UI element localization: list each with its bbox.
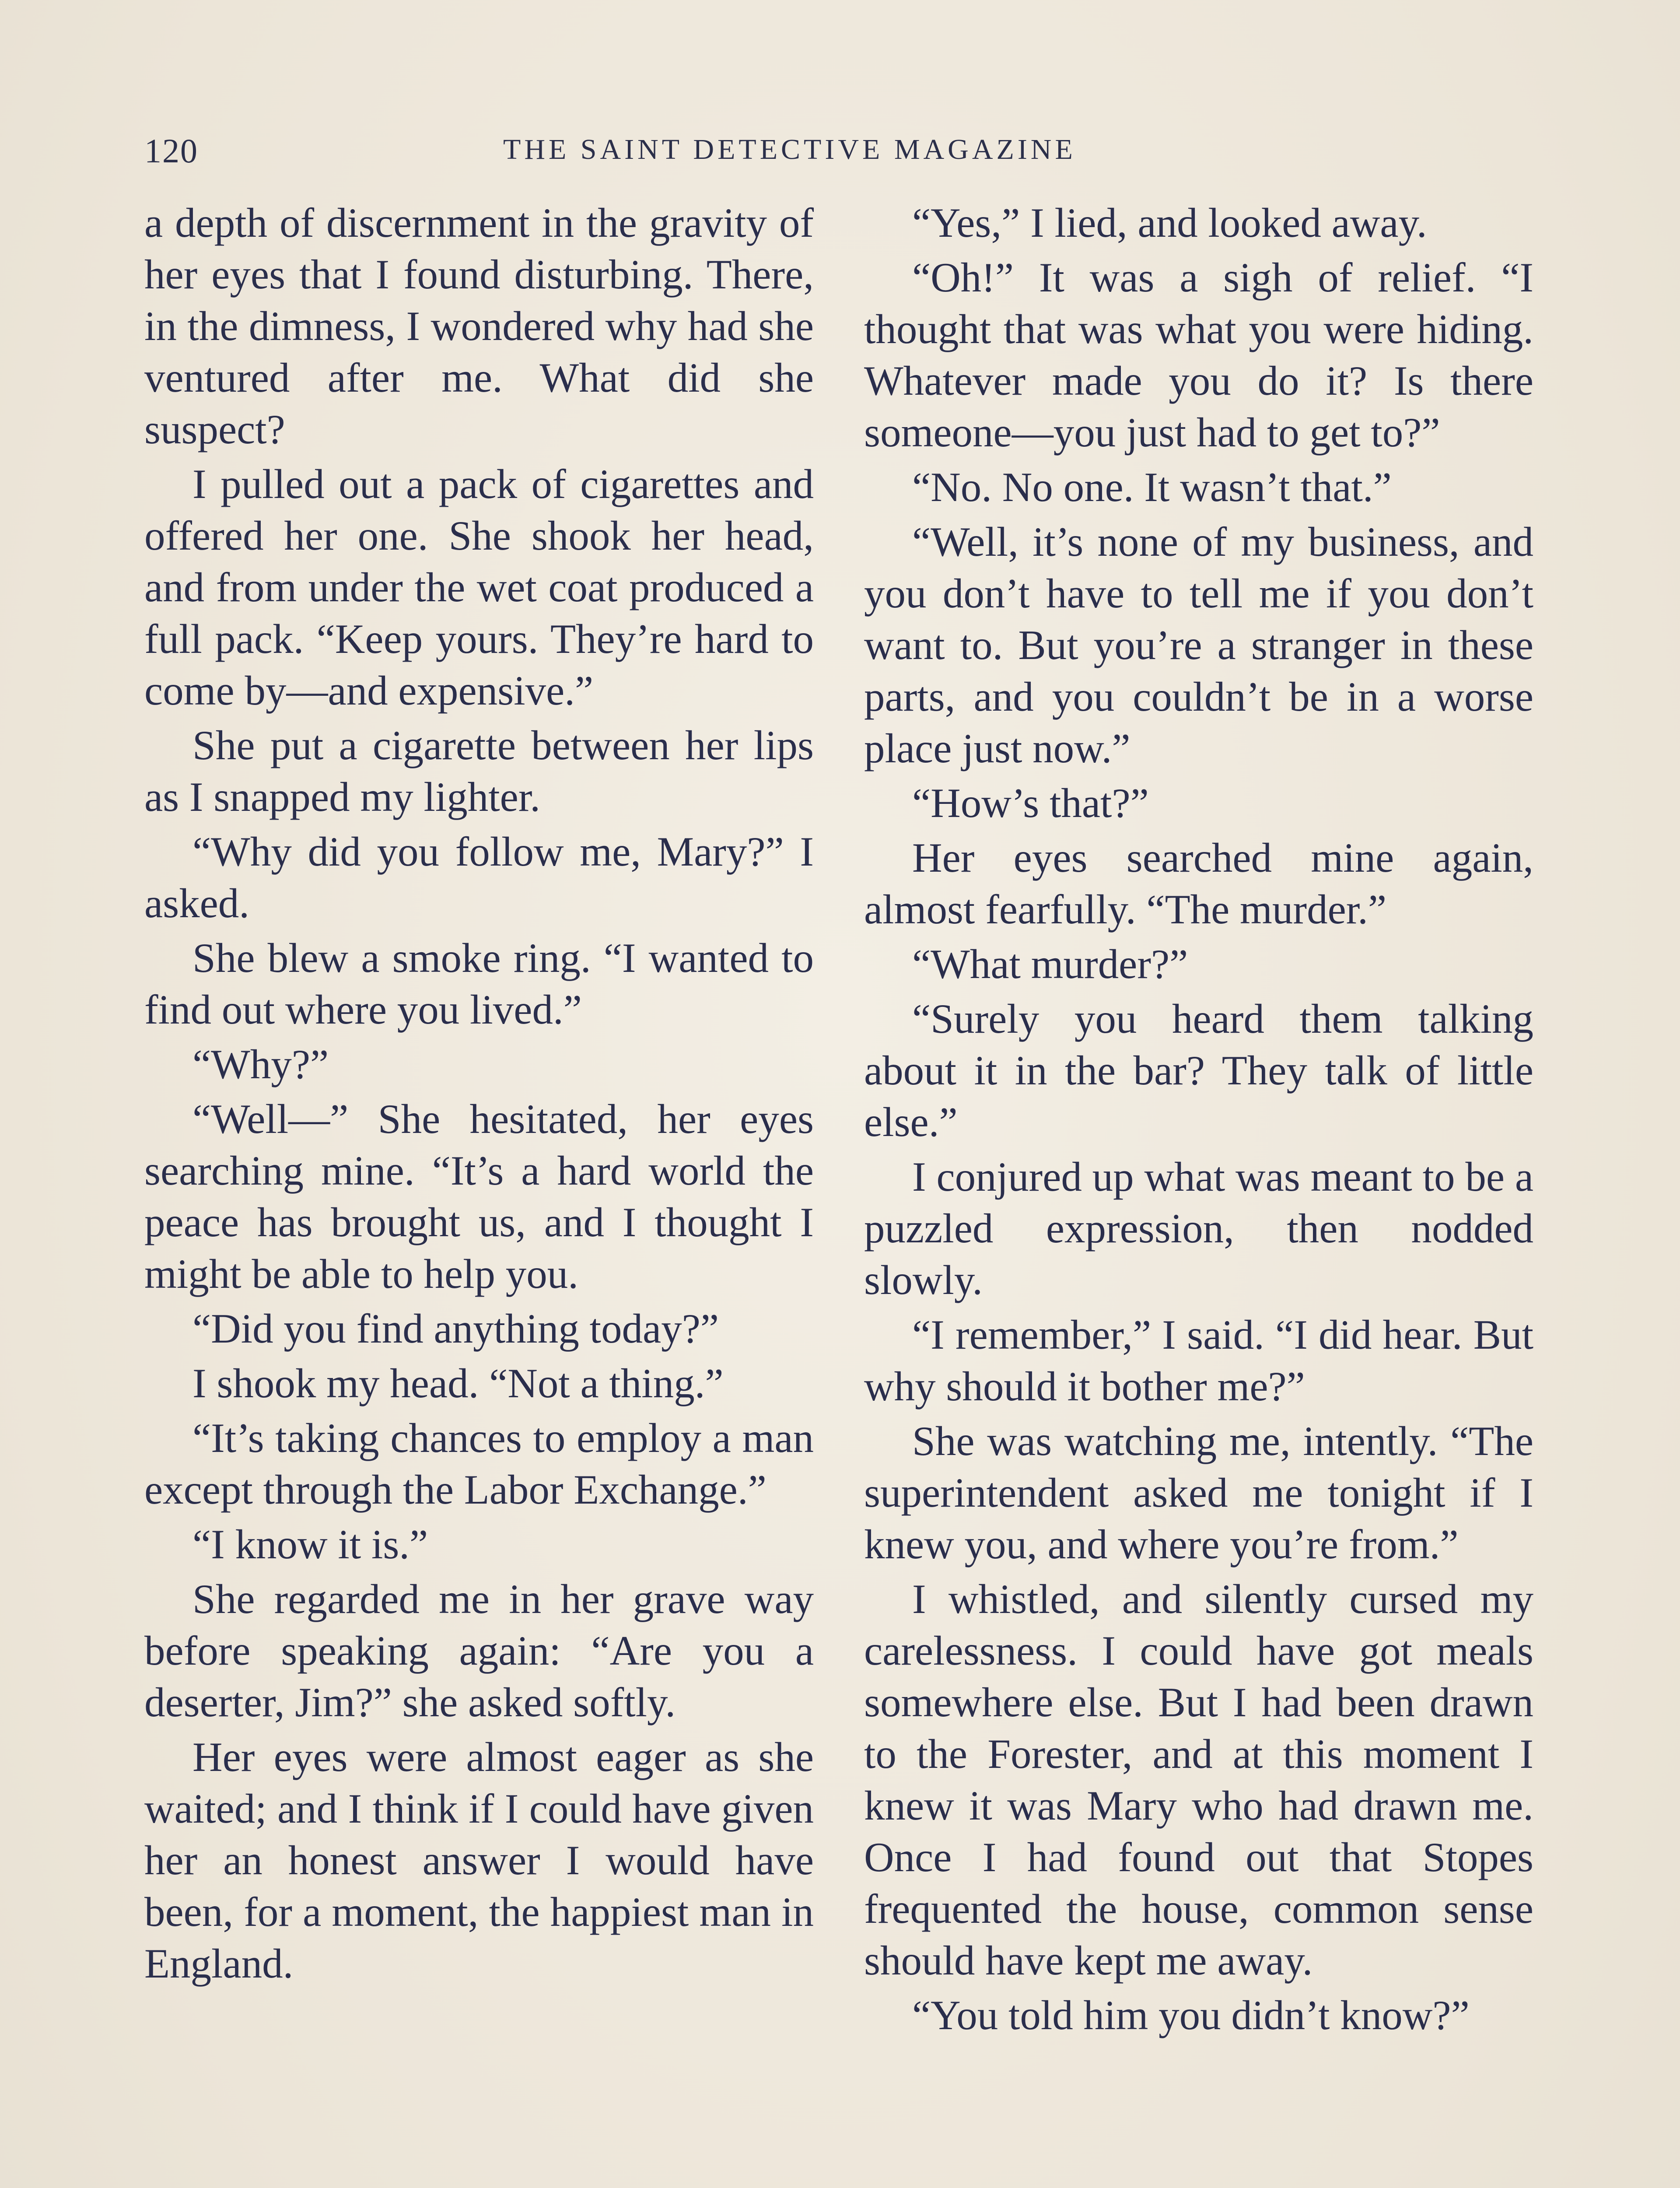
paragraph: “Surely you heard them talking about it in the bar? They talk of little else.” [864, 996, 1533, 1145]
paragraph: “You told him you didn’t know?” [912, 1992, 1470, 2038]
paragraph: “Oh!” It was a sigh of relief. “I thought that was what you were hiding. Whatever made you do it? Is there someone—you just had to get to?” [864, 254, 1533, 456]
running-head: THE SAINT DETECTIVE MAGAZINE [503, 133, 1076, 165]
paragraph: She regarded me in her grave way before speaking again: “Are you a deserter, Jim?” she asked softly. [144, 1576, 814, 1725]
paragraph: “Why?” [192, 1041, 329, 1087]
paragraph: “Yes,” I lied, and looked away. [912, 200, 1427, 246]
paragraph: I conjured up what was meant to be a puzzled expression, then nodded slowly. [864, 1154, 1533, 1303]
paragraph: “It’s taking chances to employ a man except through the Labor Exchange.” [144, 1415, 814, 1513]
paragraph: “How’s that?” [912, 780, 1149, 826]
paragraph: “I remember,” I said. “I did hear. But why should it bother me?” [864, 1311, 1533, 1410]
paragraph: “I know it is.” [192, 1521, 428, 1567]
paragraph: She was watching me, intently. “The superintendent asked me tonight if I knew you, and where you’re from.” [864, 1418, 1533, 1567]
paragraph: She put a cigarette between her lips as I snapped my lighter. [144, 722, 814, 820]
paragraph: “No. No one. It wasn’t that.” [912, 464, 1392, 510]
paragraph: I pulled out a pack of cigarettes and offered her one. She shook her head, and from under the wet coat produced a full pack. “Keep yours. They’re hard to come by—and expensive.” [144, 461, 814, 714]
paragraph: Her eyes searched mine again, almost fearfully. “The murder.” [864, 835, 1533, 933]
page-number: 120 [144, 132, 198, 170]
paragraph: “What murder?” [912, 941, 1188, 987]
paragraph: “Why did you follow me, Mary?” I asked. [144, 828, 814, 926]
right-column [864, 197, 1533, 2044]
page-header [144, 131, 1536, 179]
paragraph: I shook my head. “Not a thing.” [192, 1360, 724, 1406]
paragraph: a depth of discernment in the gravity of her eyes that I found disturbing. There, in the dimness, I wondered why had she ventured after me. What did she suspect? [144, 200, 814, 452]
paragraph: She blew a smoke ring. “I wanted to find out where you lived.” [144, 935, 814, 1033]
paragraph: “Did you find anything today?” [192, 1305, 719, 1352]
paragraph: Her eyes were almost eager as she waited; and I think if I could have given her an honest answer I would have been, for a moment, the happiest man in England. [144, 1734, 814, 1987]
left-column [144, 197, 814, 1992]
paragraph: “Well, it’s none of my business, and you don’t have to tell me if you don’t want to. But you’re a stranger in these parts, and you couldn’t be in a worse place just now.” [864, 519, 1533, 771]
paragraph: “Well—” She hesitated, her eyes searching mine. “It’s a hard world the peace has brought us, and I thought I might be able to help you. [144, 1096, 814, 1297]
paragraph: I whistled, and silently cursed my carelessness. I could have got meals somewhere else. But I had been drawn to the Forester, and at this moment I knew it was Mary who had drawn me. Once I had found out that Stopes frequented the house, common sense should have kept me away. [864, 1576, 1533, 1984]
